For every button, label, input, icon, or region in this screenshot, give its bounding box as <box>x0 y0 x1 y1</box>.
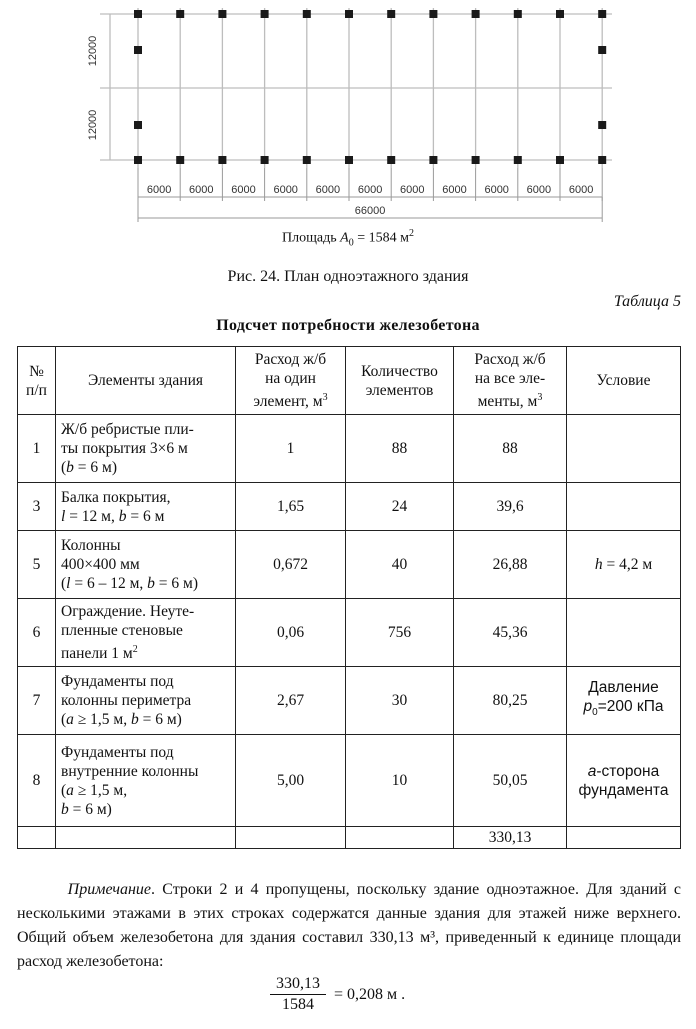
table-row <box>18 599 681 667</box>
column-marker <box>598 46 606 54</box>
row-total: 50,05 <box>454 735 567 827</box>
span-dimension-label: 6000 <box>146 184 172 196</box>
column-marker <box>598 10 606 18</box>
row-quantity: 24 <box>346 483 454 531</box>
row-total: 88 <box>454 415 567 483</box>
row-total: 39,6 <box>454 483 567 531</box>
column-marker <box>303 156 311 164</box>
header-condition: Условие <box>567 347 681 415</box>
bay-dimension-label: 12000 <box>87 109 99 141</box>
column-marker <box>472 10 480 18</box>
table-row <box>18 531 681 599</box>
row-per-element: 2,67 <box>236 667 346 735</box>
table-number: Таблица 5 <box>613 293 681 310</box>
span-dimension-label: 6000 <box>526 184 552 196</box>
row-per-element: 1,65 <box>236 483 346 531</box>
column-marker <box>218 156 226 164</box>
header-quantity: Количество элементов <box>346 347 454 415</box>
formula-denominator: 1584 <box>282 996 314 1013</box>
span-dimension-label: 6000 <box>315 184 341 196</box>
span-dimension-label: 6000 <box>273 184 298 196</box>
column-marker <box>556 10 564 18</box>
column-marker <box>134 46 142 54</box>
column-marker <box>134 121 142 129</box>
row-element: Балка покрытия, l = 12 м, b = 6 м <box>56 483 236 531</box>
bay-dimension-label: 12000 <box>87 35 99 67</box>
table-header-row <box>18 347 681 415</box>
row-element: Фундаменты под внутренние колонны (a ≥ 1,5 м, b = 6 м) <box>56 735 236 827</box>
column-marker <box>387 10 395 18</box>
header-per-element: Расход ж/б на один элемент, $м^3$ <box>236 347 346 415</box>
row-quantity: 756 <box>346 599 454 667</box>
column-marker <box>176 156 184 164</box>
table-row <box>18 735 681 827</box>
row-quantity: 10 <box>346 735 454 827</box>
row-quantity: 40 <box>346 531 454 599</box>
row-element: Ограждение. Неуте- пленные стеновые панели 1 $м^2$ <box>56 599 236 667</box>
column-marker <box>134 156 142 164</box>
row-condition: Давление $p_0=200$ кПа <box>567 667 681 735</box>
header-total: Расход ж/б на все эле- менты, $м^3$ <box>454 347 567 415</box>
total-value: 330,13 <box>454 827 567 849</box>
span-dimension-label: 6000 <box>357 184 383 196</box>
column-marker <box>176 10 184 18</box>
span-dimension-label: 6000 <box>442 184 467 196</box>
row-quantity: 30 <box>346 667 454 735</box>
row-number: 1 <box>18 415 56 483</box>
span-dimension-label: 6000 <box>568 184 594 196</box>
row-condition <box>567 483 681 531</box>
row-total: 45,36 <box>454 599 567 667</box>
row-element: Ж/б ребристые пли- ты покрытия 3×6 м (b = 6 м) <box>56 415 236 483</box>
row-condition: h = 4,2 м <box>567 531 681 599</box>
span-dimension-label: 6000 <box>400 184 425 196</box>
column-marker <box>261 10 269 18</box>
span-dimension-label: 6000 <box>231 184 256 196</box>
table-row <box>18 483 681 531</box>
total-length-label: 66000 <box>354 205 386 217</box>
row-total: 26,88 <box>454 531 567 599</box>
note-text: . Строки 2 и 4 пропущены, поскольку здание одноэтажное. Для зданий с несколькими этажами в этих строках содержатся данные здания для этажей ниже верхнего. Общий объем железобетона для здания составил 330,13 м³, приведенный к единице площади расход железобетона: <box>17 881 682 970</box>
row-per-element: 0,06 <box>236 599 346 667</box>
column-marker <box>429 156 437 164</box>
column-marker <box>598 156 606 164</box>
concrete-table <box>17 346 681 849</box>
column-marker <box>218 10 226 18</box>
density-formula <box>270 975 405 1014</box>
formula-result: = 0,208 м . <box>334 985 406 1003</box>
column-marker <box>429 10 437 18</box>
column-marker <box>598 121 606 129</box>
formula-numerator: 330,13 <box>270 975 326 995</box>
note-label: Примечание <box>67 881 151 898</box>
row-total: 80,25 <box>454 667 567 735</box>
column-marker <box>556 156 564 164</box>
table-row <box>18 667 681 735</box>
row-number: 7 <box>18 667 56 735</box>
figure-caption: Рис. 24. План одноэтажного здания <box>227 268 469 285</box>
note-paragraph <box>17 878 681 974</box>
column-marker <box>261 156 269 164</box>
row-per-element: 1 <box>236 415 346 483</box>
row-per-element: 5,00 <box>236 735 346 827</box>
plan-area-label: Площадь $A_0 = 1584$ $м^2$ <box>282 228 414 249</box>
table-row <box>18 415 681 483</box>
column-marker <box>303 10 311 18</box>
row-element: Колонны 400×400 мм (l = 6 – 12 м, b = 6 м) <box>56 531 236 599</box>
row-quantity: 88 <box>346 415 454 483</box>
row-number: 5 <box>18 531 56 599</box>
row-number: 8 <box>18 735 56 827</box>
header-number: № п/п <box>18 347 56 415</box>
column-marker <box>387 156 395 164</box>
column-marker <box>134 10 142 18</box>
header-elements: Элементы здания <box>56 347 236 415</box>
building-plan-figure <box>0 0 696 232</box>
row-element: Фундаменты под колонны периметра (a ≥ 1,5 м, b = 6 м) <box>56 667 236 735</box>
row-condition: a-сторона фундамента <box>567 735 681 827</box>
row-number: 3 <box>18 483 56 531</box>
row-condition <box>567 415 681 483</box>
span-dimension-label: 6000 <box>484 184 509 196</box>
column-marker <box>514 10 522 18</box>
plan-columns <box>134 10 606 164</box>
span-dimension-label: 6000 <box>189 184 214 196</box>
table-title: Подсчет потребности железобетона <box>216 317 480 334</box>
column-marker <box>472 156 480 164</box>
plan-grid <box>100 8 612 168</box>
row-per-element: 0,672 <box>236 531 346 599</box>
column-marker <box>345 156 353 164</box>
table-total-row <box>18 827 681 849</box>
row-condition <box>567 599 681 667</box>
column-marker <box>514 156 522 164</box>
row-number: 6 <box>18 599 56 667</box>
column-marker <box>345 10 353 18</box>
